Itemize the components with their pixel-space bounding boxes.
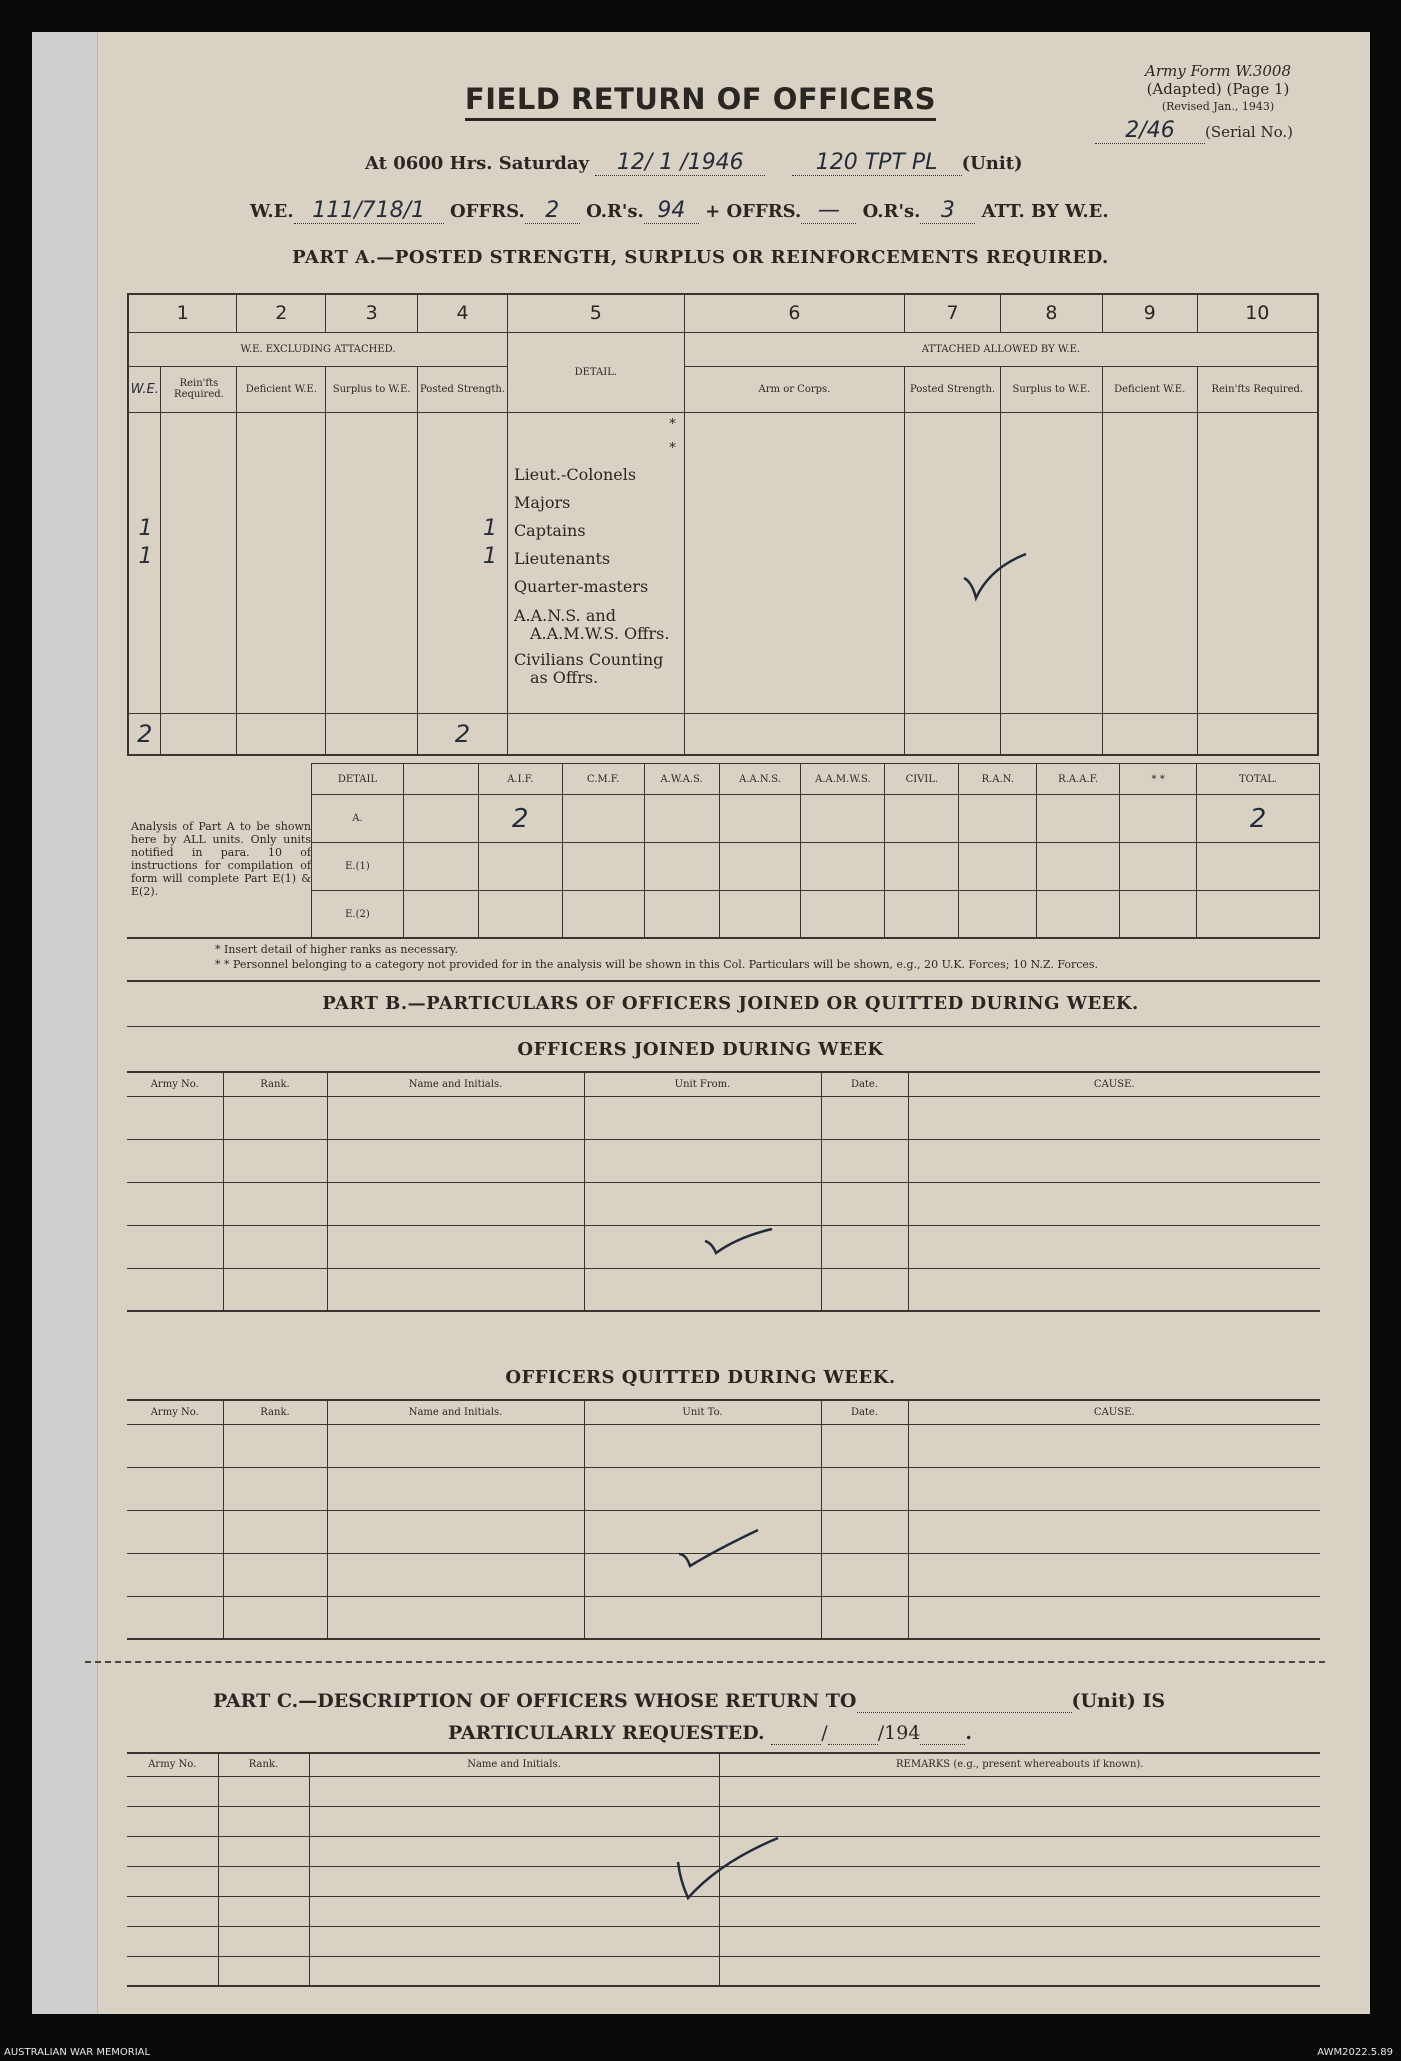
blank-cell	[309, 1866, 719, 1896]
check-mark	[676, 1524, 760, 1572]
blank-cell	[719, 1956, 1320, 1986]
blank-cell	[327, 1553, 584, 1596]
serial-number	[1095, 118, 1293, 144]
footer-accession: AWM2022.5.89	[1317, 2047, 1393, 2058]
footnote-1: * Insert detail of higher ranks as necessary.	[215, 943, 459, 956]
analysis-cell: 2	[478, 795, 562, 843]
analysis-header-cell: R.A.A.F.	[1037, 764, 1120, 795]
part-c-requested: PARTICULARLY REQUESTED.	[448, 1722, 765, 1744]
rank-civilians: Civilians Counting	[513, 649, 664, 669]
blank-cell	[908, 1225, 1320, 1268]
analysis-note: Analysis of Part A to be shown here by ALL units. Only units notified in para. 10 of instructions for compilation of form will complete Part E(1) & E(2).	[131, 820, 311, 898]
blank-cell	[127, 1866, 218, 1896]
blank-cell	[223, 1467, 327, 1510]
rank-list	[507, 412, 684, 713]
perforation-line	[85, 1661, 1325, 1663]
blank-cell	[218, 1776, 309, 1806]
part-c-prefix: PART C.—DESCRIPTION OF OFFICERS WHOSE RETURN TO	[213, 1690, 857, 1712]
blank-cell	[719, 1776, 1320, 1806]
blank-cell	[908, 1510, 1320, 1553]
analysis-cell	[1037, 891, 1120, 939]
blank-cell	[309, 1956, 719, 1986]
blank-cell	[223, 1424, 327, 1467]
form-number-line3: (Revised Jan., 1943)	[1161, 100, 1275, 113]
col-number: 9	[1102, 294, 1197, 332]
blank-cell	[127, 1596, 223, 1639]
blank-cell	[821, 1510, 908, 1553]
form-number	[1145, 62, 1291, 116]
analysis-cell	[403, 891, 478, 939]
blank-cell	[127, 1896, 218, 1926]
analysis-cell	[801, 891, 885, 939]
analysis-cell	[562, 843, 644, 891]
blank-cell	[218, 1836, 309, 1866]
blank-cell	[821, 1225, 908, 1268]
check-mark	[670, 1832, 782, 1902]
blank-cell	[908, 1467, 1320, 1510]
column-header: Army No.	[127, 1400, 223, 1424]
left-paper-strip	[32, 32, 98, 2014]
blank-cell	[309, 1776, 719, 1806]
blank-cell	[223, 1096, 327, 1139]
offrs2-label: OFFRS.	[726, 201, 802, 222]
blank-cell	[584, 1424, 821, 1467]
analysis-cell: 2	[1197, 795, 1320, 843]
unit-value: 120 TPT PL	[792, 150, 962, 176]
blank-cell	[821, 1596, 908, 1639]
analysis-header-cell: TOTAL.	[1197, 764, 1320, 795]
blank-cell	[327, 1467, 584, 1510]
blank-cell	[309, 1806, 719, 1836]
rank-aans: A.A.N.S. and	[513, 605, 616, 625]
column-header: CAUSE.	[908, 1400, 1320, 1424]
blank-cell	[127, 1776, 218, 1806]
footnote-2: * * Personnel belonging to a category not provided for in the analysis will be shown in this Col. Particulars will be shown, e.g., 20 U.K. Forces; 10 N.Z. Forces.	[215, 958, 1099, 971]
analysis-header-cell: A.A.N.S.	[719, 764, 801, 795]
offrs-value: 2	[525, 198, 580, 224]
blank-cell	[327, 1596, 584, 1639]
we-margin-mark: W.E.	[130, 381, 159, 397]
offrs2-value: —	[801, 198, 856, 224]
subheader: Posted Strength.	[418, 366, 508, 412]
column-number-row	[128, 294, 1318, 332]
we-margin-cell	[128, 366, 161, 412]
blank-cell	[908, 1424, 1320, 1467]
analysis-cell	[644, 843, 719, 891]
analysis-header-cell: C.M.F.	[562, 764, 644, 795]
analysis-row-a	[312, 795, 1320, 843]
part-c-line-2: PARTICULARLY REQUESTED. / /194 .	[448, 1722, 972, 1744]
blank-cell	[127, 1510, 223, 1553]
blank-cell	[584, 1096, 821, 1139]
subheader: Rein'fts Required.	[1197, 366, 1318, 412]
blank-cell	[223, 1225, 327, 1268]
we-excluding-attached-header: W.E. EXCLUDING ATTACHED.	[128, 332, 507, 366]
column-header-row	[127, 1072, 1320, 1096]
blank-cell	[584, 1182, 821, 1225]
column-header: Date.	[821, 1072, 908, 1096]
analysis-cell	[885, 843, 959, 891]
blank-cell	[327, 1510, 584, 1553]
blank-cell	[218, 1956, 309, 1986]
col-number: 1	[128, 294, 237, 332]
col-number: 6	[684, 294, 904, 332]
part-c-year: /194	[877, 1722, 921, 1744]
blank-entry-row	[127, 1424, 1320, 1467]
blank-cell	[223, 1268, 327, 1311]
col-number: 2	[237, 294, 326, 332]
blank-cell	[218, 1806, 309, 1836]
date-value: 12/ 1 /1946	[595, 150, 765, 176]
posted-marks-cell	[418, 412, 508, 713]
blank-cell	[127, 1182, 223, 1225]
blank-cell	[127, 1268, 223, 1311]
blank-cell	[127, 1424, 223, 1467]
analysis-cell	[403, 843, 478, 891]
analysis-row-e2	[312, 891, 1320, 939]
analysis-cell	[885, 795, 959, 843]
part-c-line-1	[213, 1690, 1165, 1713]
analysis-bottom-rule	[127, 937, 1320, 939]
column-header: Rank.	[223, 1400, 327, 1424]
form-number-line1: Army Form W.3008	[1145, 62, 1291, 80]
column-header: CAUSE.	[908, 1072, 1320, 1096]
part-a-table	[127, 293, 1319, 756]
blank-cell	[309, 1896, 719, 1926]
analysis-cell	[478, 891, 562, 939]
footer-credit: AUSTRALIAN WAR MEMORIAL	[4, 2047, 151, 2058]
blank-entry-row	[127, 1776, 1320, 1806]
rank-lieutenants: Lieutenants	[513, 548, 611, 568]
rule	[127, 1026, 1320, 1027]
blank-cell	[821, 1424, 908, 1467]
col-number: 3	[326, 294, 418, 332]
rank-majors: Majors	[513, 492, 571, 512]
analysis-cell	[801, 843, 885, 891]
rank-body-row	[128, 412, 1318, 713]
column-header: Rank.	[218, 1753, 309, 1776]
blank-cell	[127, 1836, 218, 1866]
blank-cell	[908, 1268, 1320, 1311]
blank-cell	[223, 1182, 327, 1225]
asterisk: *	[669, 440, 676, 456]
analysis-row-label: E.(1)	[312, 843, 404, 891]
blank-entry-row	[127, 1956, 1320, 1986]
subheader: Surplus to W.E.	[326, 366, 418, 412]
column-header: Unit From.	[584, 1072, 821, 1096]
posted-mark: 1	[482, 515, 497, 541]
we-value: 111/718/1	[294, 198, 444, 224]
unit-label: (Unit)	[961, 153, 1023, 174]
blank-cell	[327, 1182, 584, 1225]
analysis-row-label: A.	[312, 795, 404, 843]
column-header: REMARKS (e.g., present whereabouts if known).	[719, 1753, 1320, 1776]
part-a-total-row	[128, 713, 1318, 755]
col-number: 8	[1000, 294, 1102, 332]
check-mark	[702, 1223, 774, 1259]
column-header-row	[127, 1753, 1320, 1776]
subheader: Posted Strength.	[905, 366, 1001, 412]
analysis-cell	[801, 795, 885, 843]
blank-cell	[719, 1806, 1320, 1836]
subheader: Arm or Corps.	[684, 366, 904, 412]
form-number-line2: (Adapted) (Page 1)	[1146, 80, 1290, 98]
part-b-top-rule	[127, 980, 1320, 982]
blank-cell	[223, 1596, 327, 1639]
blank-cell	[127, 1806, 218, 1836]
blank-entry-row	[127, 1096, 1320, 1139]
ors-value: 94	[644, 198, 699, 224]
joined-table	[127, 1071, 1320, 1312]
analysis-cell	[959, 891, 1037, 939]
blank-entry-row	[127, 1182, 1320, 1225]
quitted-heading: OFFICERS QUITTED DURING WEEK.	[505, 1367, 896, 1388]
column-header: Army No.	[127, 1072, 223, 1096]
time-label: At 0600 Hrs. Saturday	[365, 153, 590, 174]
we-label: W.E.	[250, 201, 294, 222]
blank-cell	[127, 1553, 223, 1596]
total-posted-mark: 2	[418, 713, 508, 755]
blank-entry-row	[127, 1467, 1320, 1510]
check-mark	[960, 548, 1030, 603]
rank-captains: Captains	[513, 520, 586, 540]
analysis-cell	[562, 795, 644, 843]
attached-allowed-header: ATTACHED ALLOWED BY W.E.	[684, 332, 1318, 366]
rank-quarter-masters: Quarter-masters	[513, 576, 649, 596]
analysis-cell	[1197, 891, 1320, 939]
analysis-cell	[959, 795, 1037, 843]
col-number: 5	[507, 294, 684, 332]
analysis-table	[311, 763, 1320, 939]
blank-cell	[218, 1866, 309, 1896]
analysis-header-cell: DETAIL	[312, 764, 404, 795]
blank-cell	[127, 1956, 218, 1986]
analysis-header-cell: A.A.M.W.S.	[801, 764, 885, 795]
serial-value: 2/46	[1095, 118, 1205, 144]
blank-cell	[719, 1836, 1320, 1866]
subheader: Deficient W.E.	[1102, 366, 1197, 412]
column-header: Date.	[821, 1400, 908, 1424]
blank-cell	[719, 1866, 1320, 1896]
blank-cell	[327, 1268, 584, 1311]
col-number: 4	[418, 294, 508, 332]
blank-cell	[908, 1553, 1320, 1596]
part-a-heading: PART A.—POSTED STRENGTH, SURPLUS OR REINFORCEMENTS REQUIRED.	[292, 247, 1109, 268]
subheader: Deficient W.E.	[237, 366, 326, 412]
asterisk: *	[669, 416, 676, 432]
col-number: 10	[1197, 294, 1318, 332]
analysis-cell	[1120, 843, 1197, 891]
blank-cell	[327, 1139, 584, 1182]
blank-cell	[908, 1139, 1320, 1182]
blank-entry-row	[127, 1139, 1320, 1182]
blank-cell	[327, 1424, 584, 1467]
analysis-cell	[959, 843, 1037, 891]
blank-cell	[908, 1596, 1320, 1639]
blank-cell	[309, 1926, 719, 1956]
blank-cell	[821, 1139, 908, 1182]
blank-entry-row	[127, 1268, 1320, 1311]
analysis-header-cell: A.I.F.	[478, 764, 562, 795]
blank-cell	[218, 1896, 309, 1926]
analysis-row-e1	[312, 843, 1320, 891]
column-header: Army No.	[127, 1753, 218, 1776]
analysis-cell	[478, 843, 562, 891]
margin-mark: 1	[138, 543, 153, 569]
header-line-2	[250, 198, 1109, 224]
analysis-cell	[1120, 891, 1197, 939]
subheader: Rein'fts Required.	[161, 366, 237, 412]
analysis-row-label: E.(2)	[312, 891, 404, 939]
blank-cell	[908, 1096, 1320, 1139]
analysis-cell	[644, 891, 719, 939]
blank-cell	[584, 1596, 821, 1639]
analysis-cell	[1037, 795, 1120, 843]
blank-cell	[127, 1467, 223, 1510]
analysis-header-cell: CIVIL.	[885, 764, 959, 795]
blank-cell	[821, 1467, 908, 1510]
blank-cell	[821, 1182, 908, 1225]
analysis-cell	[562, 891, 644, 939]
serial-label: (Serial No.)	[1205, 123, 1293, 141]
rank-lieut-colonels: Lieut.-Colonels	[513, 464, 637, 484]
blank-cell	[127, 1225, 223, 1268]
blank-cell	[127, 1139, 223, 1182]
blank-cell	[327, 1096, 584, 1139]
blank-cell	[821, 1553, 908, 1596]
analysis-cell	[644, 795, 719, 843]
blank-cell	[127, 1096, 223, 1139]
header-line-1	[365, 150, 1023, 176]
ors2-label: O.R's.	[862, 201, 921, 222]
analysis-header-cell: R.A.N.	[959, 764, 1037, 795]
blank-cell	[309, 1836, 719, 1866]
margin-marks-cell	[128, 412, 161, 713]
form-title: FIELD RETURN OF OFFICERS	[0, 82, 1401, 116]
subheader: Surplus to W.E.	[1000, 366, 1102, 412]
blank-cell	[584, 1467, 821, 1510]
blank-cell	[223, 1139, 327, 1182]
offrs-label: OFFRS.	[449, 201, 525, 222]
blank-entry-row	[127, 1596, 1320, 1639]
blank-cell	[584, 1139, 821, 1182]
ors-label: O.R's.	[586, 201, 644, 222]
analysis-cell	[719, 843, 801, 891]
col-number: 7	[905, 294, 1001, 332]
column-header-row	[127, 1400, 1320, 1424]
part-c-suffix: (Unit) IS	[1071, 1690, 1166, 1712]
att-label: ATT. BY W.E.	[981, 201, 1109, 222]
blank-cell	[719, 1896, 1320, 1926]
blank-cell	[223, 1553, 327, 1596]
analysis-header-cell: * *	[1120, 764, 1197, 795]
analysis-cell	[1197, 843, 1320, 891]
analysis-cell	[719, 891, 801, 939]
blank-cell	[327, 1225, 584, 1268]
blank-cell	[908, 1182, 1320, 1225]
column-header: Name and Initials.	[327, 1400, 584, 1424]
analysis-cell	[885, 891, 959, 939]
column-header: Unit To.	[584, 1400, 821, 1424]
analysis-header-cell: A.W.A.S.	[644, 764, 719, 795]
joined-heading: OFFICERS JOINED DURING WEEK	[517, 1039, 884, 1060]
total-mark: 2	[128, 713, 161, 755]
analysis-cell	[403, 795, 478, 843]
detail-header: DETAIL.	[507, 332, 684, 412]
column-header: Rank.	[223, 1072, 327, 1096]
column-header: Name and Initials.	[327, 1072, 584, 1096]
blank-cell	[584, 1268, 821, 1311]
analysis-header-row	[312, 764, 1320, 795]
rank-aamws: A.A.M.W.S. Offrs.	[529, 623, 670, 643]
plus-sign: +	[705, 201, 721, 222]
analysis-cell	[719, 795, 801, 843]
column-header: Name and Initials.	[309, 1753, 719, 1776]
blank-entry-row	[127, 1926, 1320, 1956]
blank-cell	[223, 1510, 327, 1553]
blank-cell	[821, 1096, 908, 1139]
analysis-header-cell	[403, 764, 478, 795]
part-b-heading: PART B.—PARTICULARS OF OFFICERS JOINED OR QUITTED DURING WEEK.	[322, 993, 1139, 1014]
margin-mark: 1	[138, 515, 153, 541]
blank-cell	[821, 1268, 908, 1311]
blank-cell	[719, 1926, 1320, 1956]
posted-mark: 1	[482, 543, 497, 569]
rank-civilians-2: as Offrs.	[529, 667, 599, 687]
blank-cell	[218, 1926, 309, 1956]
ors2-value: 3	[920, 198, 975, 224]
analysis-cell	[1037, 843, 1120, 891]
quitted-table	[127, 1399, 1320, 1640]
blank-cell	[127, 1926, 218, 1956]
analysis-cell	[1120, 795, 1197, 843]
